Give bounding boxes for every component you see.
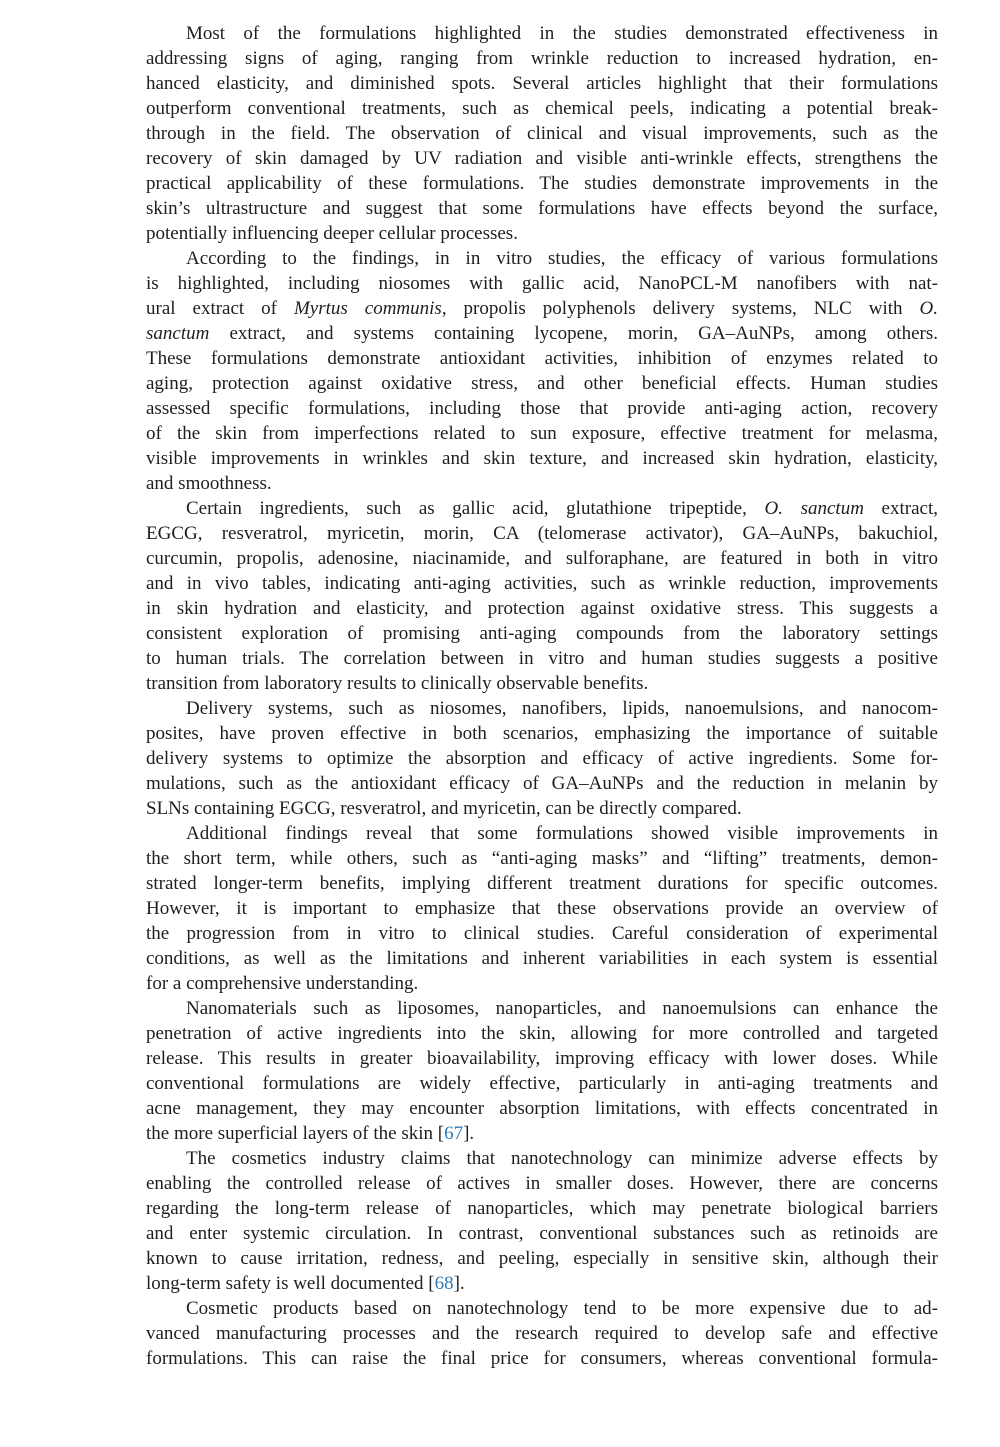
text-line [146, 821, 938, 846]
text-segment: visible improvements in wrinkles and skin texture, and increased skin hydration, elasticity, [146, 448, 938, 469]
text-segment: and enter systemic circulation. In contrast, conventional substances such as retinoids are [146, 1223, 938, 1244]
text-line [146, 196, 938, 221]
paragraph [146, 996, 938, 1146]
text-line [146, 896, 938, 921]
text-segment: penetration of active ingredients into the skin, allowing for more controlled and targeted [146, 1023, 938, 1044]
paragraph [146, 696, 938, 821]
text-segment: acne management, they may encounter absorption limitations, with effects concentrated in [146, 1098, 938, 1119]
text-line [146, 746, 938, 771]
text-segment: ]. [463, 1123, 475, 1144]
text-segment: assessed specific formulations, including those that provide anti-aging action, recovery [146, 398, 938, 419]
text-line [146, 346, 938, 371]
text-segment: ]. [453, 1273, 465, 1294]
text-segment: consistent exploration of promising anti-aging compounds from the laboratory settings [146, 623, 938, 644]
text-line [146, 96, 938, 121]
text-segment: enabling the controlled release of actives in smaller doses. However, there are concerns [146, 1173, 938, 1194]
paragraph [146, 821, 938, 996]
text-line [146, 721, 938, 746]
text-segment: is highlighted, including niosomes with gallic acid, NanoPCL-M nanofibers with nat- [146, 273, 938, 294]
text-line [146, 396, 938, 421]
text-segment: Delivery systems, such as niosomes, nanofibers, lipids, nanoemulsions, and nanocom- [186, 698, 938, 719]
text-line [146, 1096, 938, 1121]
text-line [146, 421, 938, 446]
text-segment: skin’s ultrastructure and suggest that some formulations have effects beyond the surface, [146, 198, 938, 219]
text-line [146, 1321, 938, 1346]
text-line [146, 771, 938, 796]
text-line [146, 46, 938, 71]
text-segment: release. This results in greater bioavailability, improving efficacy with lower doses. While [146, 1048, 938, 1069]
text-line [146, 921, 938, 946]
text-segment: Additional findings reveal that some formulations showed visible improvements in [186, 823, 938, 844]
text-line [146, 21, 938, 46]
text-segment: hanced elasticity, and diminished spots. Several articles highlight that their formulations [146, 73, 938, 94]
text-line [146, 1021, 938, 1046]
text-segment: known to cause irritation, redness, and peeling, especially in sensitive skin, although their [146, 1248, 938, 1269]
text-line [146, 1046, 938, 1071]
text-segment: and smoothness. [146, 473, 272, 494]
text-line [146, 296, 938, 321]
text-line [146, 646, 938, 671]
text-segment: aging, protection against oxidative stress, and other beneficial effects. Human studies [146, 373, 938, 394]
text-segment: regarding the long-term release of nanoparticles, which may penetrate biological barriers [146, 1198, 938, 1219]
text-line [146, 1146, 938, 1171]
paragraph [146, 21, 938, 246]
text-line [146, 146, 938, 171]
text-line [146, 571, 938, 596]
text-segment: the short term, while others, such as “anti-aging masks” and “lifting” treatments, demon- [146, 848, 938, 869]
text-line [146, 871, 938, 896]
text-segment: extract, [863, 498, 938, 519]
citation-link[interactable]: 67 [444, 1123, 464, 1144]
text-segment: However, it is important to emphasize that these observations provide an overview of [146, 898, 938, 919]
text-segment: Most of the formulations highlighted in the studies demonstrated effectiveness in [186, 23, 938, 44]
text-segment: SLNs containing EGCG, resveratrol, and myricetin, can be directly compared. [146, 798, 742, 819]
text-line [146, 996, 938, 1021]
italic-species-name: O. sanctum [764, 498, 864, 519]
text-segment: to human trials. The correlation between in vitro and human studies suggests a positive [146, 648, 938, 669]
text-line [146, 946, 938, 971]
text-segment: conventional formulations are widely effective, particularly in anti-aging treatments and [146, 1073, 938, 1094]
text-segment: potentially influencing deeper cellular processes. [146, 223, 518, 244]
text-line [146, 246, 938, 271]
text-segment: ural extract of [146, 298, 294, 319]
text-line [146, 621, 938, 646]
text-line [146, 171, 938, 196]
text-line [146, 521, 938, 546]
text-line [146, 321, 938, 346]
italic-species-name: sanctum [146, 323, 210, 344]
text-line [146, 446, 938, 471]
text-segment: vanced manufacturing processes and the research required to develop safe and effective [146, 1323, 938, 1344]
text-segment: posites, have proven effective in both scenarios, emphasizing the importance of suitable [146, 723, 938, 744]
text-segment: outperform conventional treatments, such as chemical peels, indicating a potential break- [146, 98, 938, 119]
text-line [146, 221, 938, 246]
text-segment: the progression from in vitro to clinical studies. Careful consideration of experimental [146, 923, 938, 944]
text-segment: Certain ingredients, such as gallic acid, glutathione tripeptide, [186, 498, 765, 519]
text-line [146, 471, 938, 496]
text-line [146, 271, 938, 296]
text-segment: strated longer-term benefits, implying different treatment durations for specific outcomes. [146, 873, 938, 894]
text-segment: The cosmetics industry claims that nanotechnology can minimize adverse effects by [186, 1148, 938, 1169]
text-line [146, 796, 938, 821]
text-segment: conditions, as well as the limitations and inherent variabilities in each system is essential [146, 948, 938, 969]
text-line [146, 971, 938, 996]
text-segment: formulations. This can raise the final price for consumers, whereas conventional formula- [146, 1348, 938, 1369]
text-segment: According to the findings, in in vitro studies, the efficacy of various formulations [186, 248, 938, 269]
text-line [146, 371, 938, 396]
text-line [146, 1071, 938, 1096]
text-segment: addressing signs of aging, ranging from wrinkle reduction to increased hydration, en- [146, 48, 938, 69]
text-segment: practical applicability of these formulations. The studies demonstrate improvements in the [146, 173, 938, 194]
text-segment: Nanomaterials such as liposomes, nanoparticles, and nanoemulsions can enhance the [186, 998, 938, 1019]
text-line [146, 546, 938, 571]
text-segment: of the skin from imperfections related to sun exposure, effective treatment for melasma, [146, 423, 938, 444]
paragraph [146, 496, 938, 696]
text-segment: extract, and systems containing lycopene, morin, GA–AuNPs, among others. [209, 323, 938, 344]
paragraph [146, 1296, 938, 1371]
text-segment: These formulations demonstrate antioxidant activities, inhibition of enzymes related to [146, 348, 938, 369]
text-segment: mulations, such as the antioxidant efficacy of GA–AuNPs and the reduction in melanin by [146, 773, 938, 794]
text-line [146, 1246, 938, 1271]
text-line [146, 596, 938, 621]
text-segment: long-term safety is well documented [ [146, 1273, 435, 1294]
text-segment: in skin hydration and elasticity, and protection against oxidative stress. This suggests a [146, 598, 938, 619]
text-line [146, 1271, 938, 1296]
citation-link[interactable]: 68 [434, 1273, 454, 1294]
text-segment: Cosmetic products based on nanotechnology tend to be more expensive due to ad- [186, 1298, 938, 1319]
text-segment: through in the field. The observation of clinical and visual improvements, such as the [146, 123, 938, 144]
text-line [146, 696, 938, 721]
text-segment: for a comprehensive understanding. [146, 973, 419, 994]
text-line [146, 671, 938, 696]
italic-species-name: Myrtus communis [293, 298, 442, 319]
text-line [146, 1196, 938, 1221]
italic-species-name: O. [919, 298, 938, 319]
text-segment: and in vivo tables, indicating anti-aging activities, such as wrinkle reduction, improvements [146, 573, 938, 594]
paragraph [146, 1146, 938, 1296]
paragraph [146, 246, 938, 496]
text-segment: EGCG, resveratrol, myricetin, morin, CA (telomerase activator), GA–AuNPs, bakuchiol, [146, 523, 938, 544]
text-line [146, 1221, 938, 1246]
text-segment: the more superficial layers of the skin [ [146, 1123, 445, 1144]
body-text [146, 21, 938, 1371]
text-line [146, 121, 938, 146]
text-segment: , propolis polyphenols delivery systems, NLC with [441, 298, 920, 319]
text-segment: transition from laboratory results to clinically observable benefits. [146, 673, 649, 694]
text-line [146, 1346, 938, 1371]
text-segment: curcumin, propolis, adenosine, niacinamide, and sulforaphane, are featured in both in vitro [146, 548, 938, 569]
text-line [146, 846, 938, 871]
text-line [146, 1296, 938, 1321]
text-segment: delivery systems to optimize the absorption and efficacy of active ingredients. Some for- [146, 748, 938, 769]
text-line [146, 496, 938, 521]
text-line [146, 71, 938, 96]
text-line [146, 1121, 938, 1146]
text-segment: recovery of skin damaged by UV radiation and visible anti-wrinkle effects, strengthens the [146, 148, 938, 169]
text-line [146, 1171, 938, 1196]
